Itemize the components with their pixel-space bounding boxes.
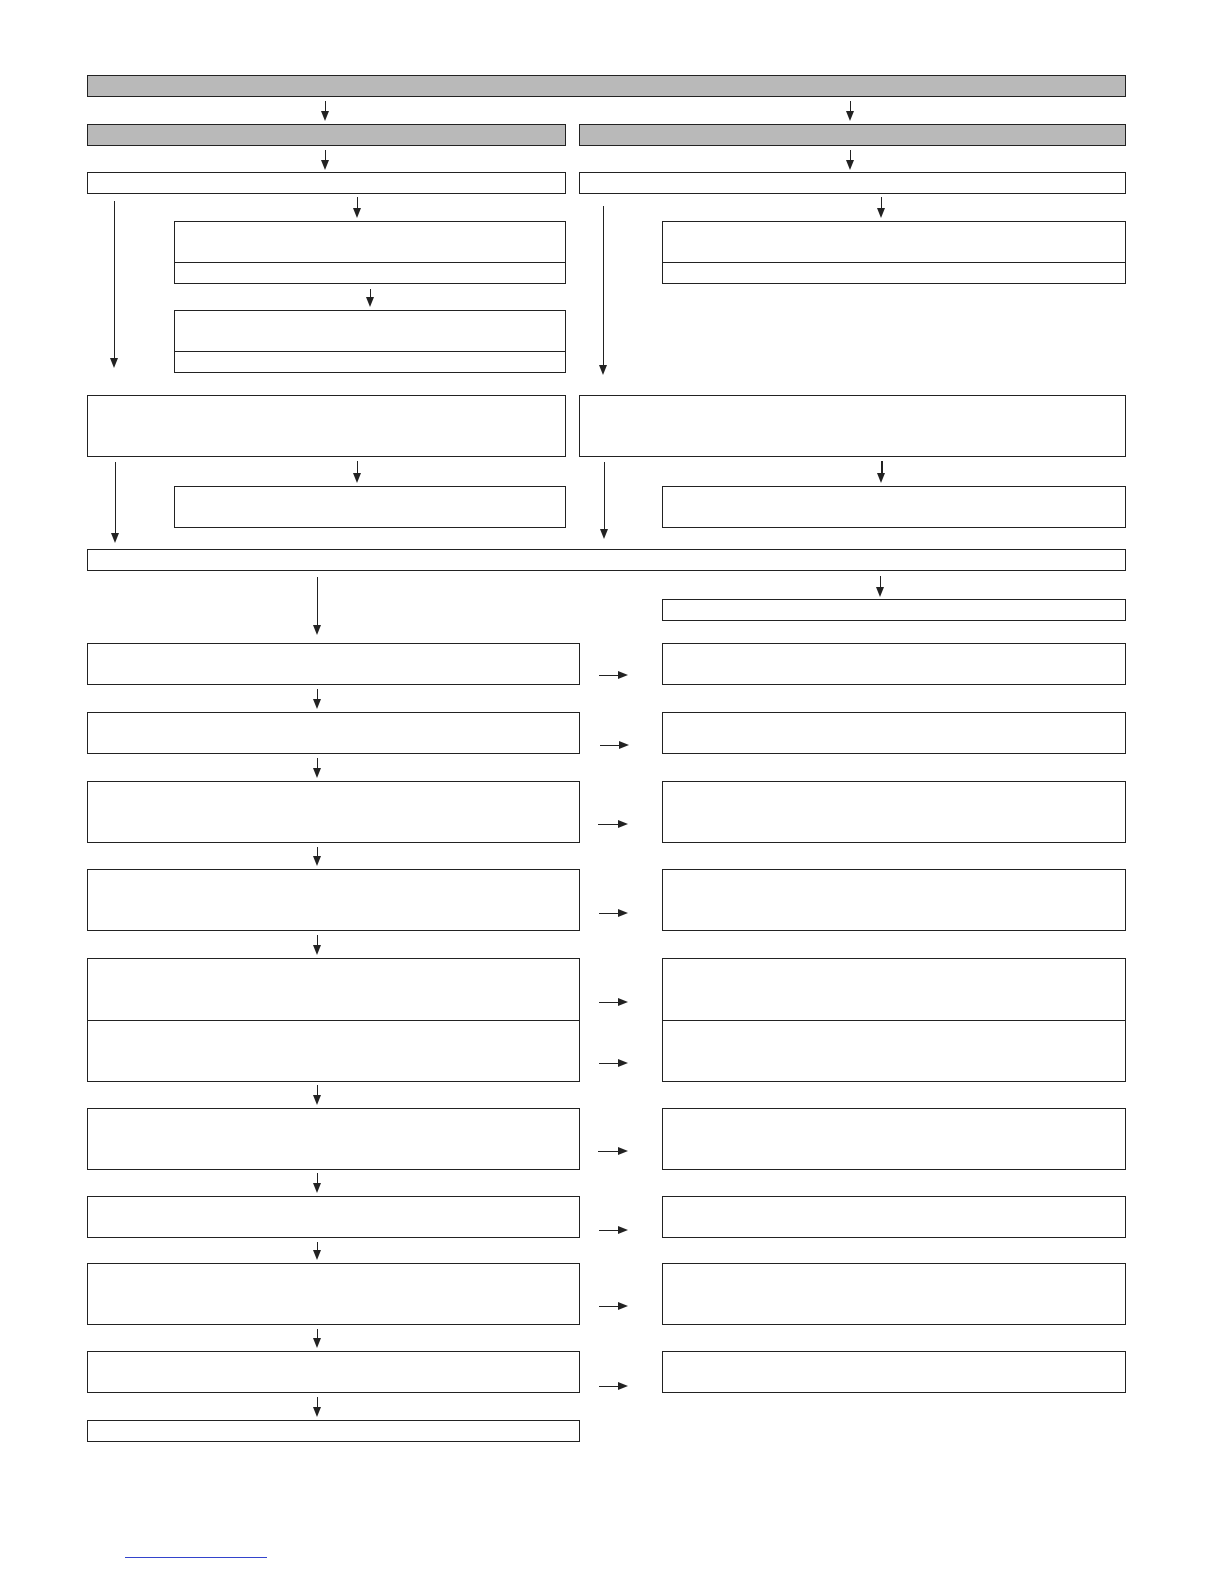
result-box [662, 781, 1126, 843]
left-sub-box-footer [174, 262, 566, 284]
arrow-down-icon [110, 358, 118, 368]
bypass-arrow-shaft [115, 462, 116, 534]
result-box [662, 712, 1126, 754]
arrow-down-icon [313, 1250, 321, 1260]
arrow-shaft [599, 1386, 619, 1387]
result-box [662, 869, 1126, 931]
arrow-down-icon [313, 1183, 321, 1193]
arrow-right-icon [618, 1226, 628, 1234]
arrow-right-icon [618, 1382, 628, 1390]
arrow-down-icon [313, 768, 321, 778]
arrow-down-icon [313, 856, 321, 866]
left-branch-header [87, 124, 566, 146]
arrow-right-icon [618, 909, 628, 917]
merge-step-box [87, 549, 1126, 571]
result-box [662, 1020, 1126, 1082]
arrow-down-icon [111, 533, 119, 543]
arrow-right-icon [618, 671, 628, 679]
result-box [662, 1108, 1126, 1170]
result-box [662, 643, 1126, 685]
arrow-down-icon [366, 297, 374, 307]
arrow-down-icon [321, 111, 329, 121]
right-sub-box-footer [662, 262, 1126, 284]
right-note-box [662, 599, 1126, 621]
result-box [662, 1351, 1126, 1393]
arrow-right-icon [618, 1302, 628, 1310]
right-branch-header [579, 124, 1126, 146]
sequence-step-box [87, 958, 580, 1021]
bypass-arrow-shaft [604, 462, 605, 530]
result-box [662, 1263, 1126, 1325]
flowchart-title-bar [87, 75, 1126, 97]
arrow-down-icon [846, 111, 854, 121]
sequence-step-box [87, 1020, 580, 1082]
sequence-final-box [87, 1420, 580, 1442]
right-step-box [579, 172, 1126, 194]
arrow-shaft [599, 1306, 619, 1307]
arrow-down-icon [600, 529, 608, 539]
sequence-step-box [87, 1196, 580, 1238]
arrow-down-icon [313, 625, 321, 635]
result-box [662, 958, 1126, 1021]
arrow-shaft [599, 675, 619, 676]
arrow-down-icon [877, 473, 885, 483]
arrow-shaft [599, 1063, 619, 1064]
arrow-down-icon [321, 160, 329, 170]
left-step-box [87, 172, 566, 194]
sequence-step-box [87, 781, 580, 843]
right-secondary-box [662, 486, 1126, 528]
sequence-step-box [87, 869, 580, 931]
left-sub-box [174, 221, 566, 263]
arrow-down-icon [876, 587, 884, 597]
arrow-right-icon [618, 1059, 628, 1067]
bypass-arrow-shaft [114, 201, 115, 359]
arrow-down-icon [313, 945, 321, 955]
arrow-down-icon [313, 1095, 321, 1105]
arrow-right-icon [619, 741, 629, 749]
arrow-shaft [317, 577, 318, 626]
bypass-arrow-shaft [603, 206, 604, 366]
arrow-down-icon [313, 1407, 321, 1417]
sequence-step-box [87, 1263, 580, 1325]
arrow-shaft [599, 1230, 619, 1231]
arrow-down-icon [313, 1338, 321, 1348]
arrow-shaft [599, 1002, 619, 1003]
left-sub-box [174, 310, 566, 352]
sequence-step-box [87, 643, 580, 685]
footer-link[interactable] [125, 1557, 267, 1558]
sequence-step-box [87, 1351, 580, 1393]
arrow-shaft [598, 824, 619, 825]
arrow-down-icon [877, 208, 885, 218]
right-decision-box [579, 395, 1126, 457]
arrow-right-icon [618, 998, 628, 1006]
arrow-down-icon [353, 208, 361, 218]
result-box [662, 1196, 1126, 1238]
arrow-shaft [599, 913, 619, 914]
arrow-down-icon [599, 365, 607, 375]
right-sub-box [662, 221, 1126, 263]
arrow-down-icon [846, 160, 854, 170]
arrow-shaft [598, 1151, 619, 1152]
arrow-shaft [600, 745, 620, 746]
left-secondary-box [174, 486, 566, 528]
left-decision-box [87, 395, 566, 457]
arrow-right-icon [618, 1147, 628, 1155]
sequence-step-box [87, 712, 580, 754]
arrow-right-icon [618, 820, 628, 828]
sequence-step-box [87, 1108, 580, 1170]
arrow-down-icon [353, 473, 361, 483]
left-sub-box-footer [174, 351, 566, 373]
arrow-down-icon [313, 699, 321, 709]
